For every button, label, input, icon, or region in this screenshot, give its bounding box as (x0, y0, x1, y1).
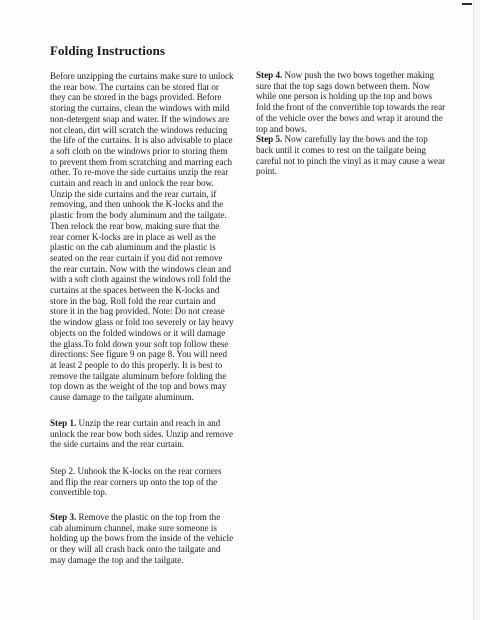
step-3-label: Step 3. (50, 512, 77, 522)
step-1-paragraph (50, 418, 235, 450)
page-title: Folding Instructions (50, 43, 166, 58)
step-3-paragraph (50, 512, 235, 566)
step-1-label: Step 1. (50, 418, 77, 428)
step-4-paragraph (256, 70, 446, 134)
step-2-paragraph (50, 466, 235, 498)
scan-mark (462, 3, 472, 5)
left-column (50, 71, 235, 403)
step-1-text: Unzip the rear curtain and reach in and unlock the rear bow both sides. Unzip and remove the side curtains and the rear curtain. (50, 418, 234, 450)
right-column (256, 70, 446, 177)
step-5-paragraph (256, 134, 446, 177)
intro-paragraph: Before unzipping the curtains make sure to unlock the rear bow. The curtains can be stored flat or they can be stored in the bags provided. Before storing the curtains, clean the windows with mild non-detergent soap and water. If the windows are not clean, dirt will scratch the windows reducing the life of the curtains. It is also advisable to place a soft cloth on the windows prior to storing them to prevent them from scratching and marring each other. To re-move the side curtains unzip the rear curtain and reach in and unlock the rear bow. Unzip the side curtains and the rear curtain, if removing, and then unhook the K-locks and the plastic from the body aluminum and the tailgate. Then relock the rear bow, making sure that the rear corner K-locks are in place as well as the plastic on the cab aluminum and the plastic is seated on the rear curtain if you did not remove the rear curtain. Now with the windows clean and with a soft cloth against the windows roll fold the curtains at the spaces between the K-locks and store in the bag. Roll fold the rear curtain and store it in the bag provided. Note: Do not crease the window glass or fold too severely or lay heavy objects on the folded windows or it will damage the glass.To fold down your soft top follow these directions: See figure 9 on page 8. You will need at least 2 people to do this properly. It is best to remove the tailgate aluminum before folding the top down as the weight of the top and bows may cause damage to the tailgate aluminum. (50, 71, 234, 403)
step-3-text: Remove the plastic on the top from the cab aluminum channel, make sure someone is holding up the bows from the inside of the vehicle or they will all crash back onto the tailgate and may damage the top and the tailgate. (50, 512, 234, 565)
step-4-label: Step 4. (256, 70, 283, 80)
step-4-text: Now push the two bows together making sure that the top sags down between them. Now while one person is holding up the top and bows fold the front of the convertible top towards the rear of the vehicle over the bows and wrap it around the top and bows. (256, 70, 446, 134)
step-2-label: Step 2. (50, 466, 76, 476)
step-5-text: Now carefully lay the bows and the top back until it comes to rest on the tailgate being careful not to pinch the vinyl as it may cause a wear point. (256, 134, 446, 177)
step-5-label: Step 5. (256, 134, 283, 145)
step-2-text: Unhook the K-locks on the rear corners and flip the rear corners up onto the top of the convertible top. (50, 466, 222, 498)
page-edge (473, 0, 480, 620)
